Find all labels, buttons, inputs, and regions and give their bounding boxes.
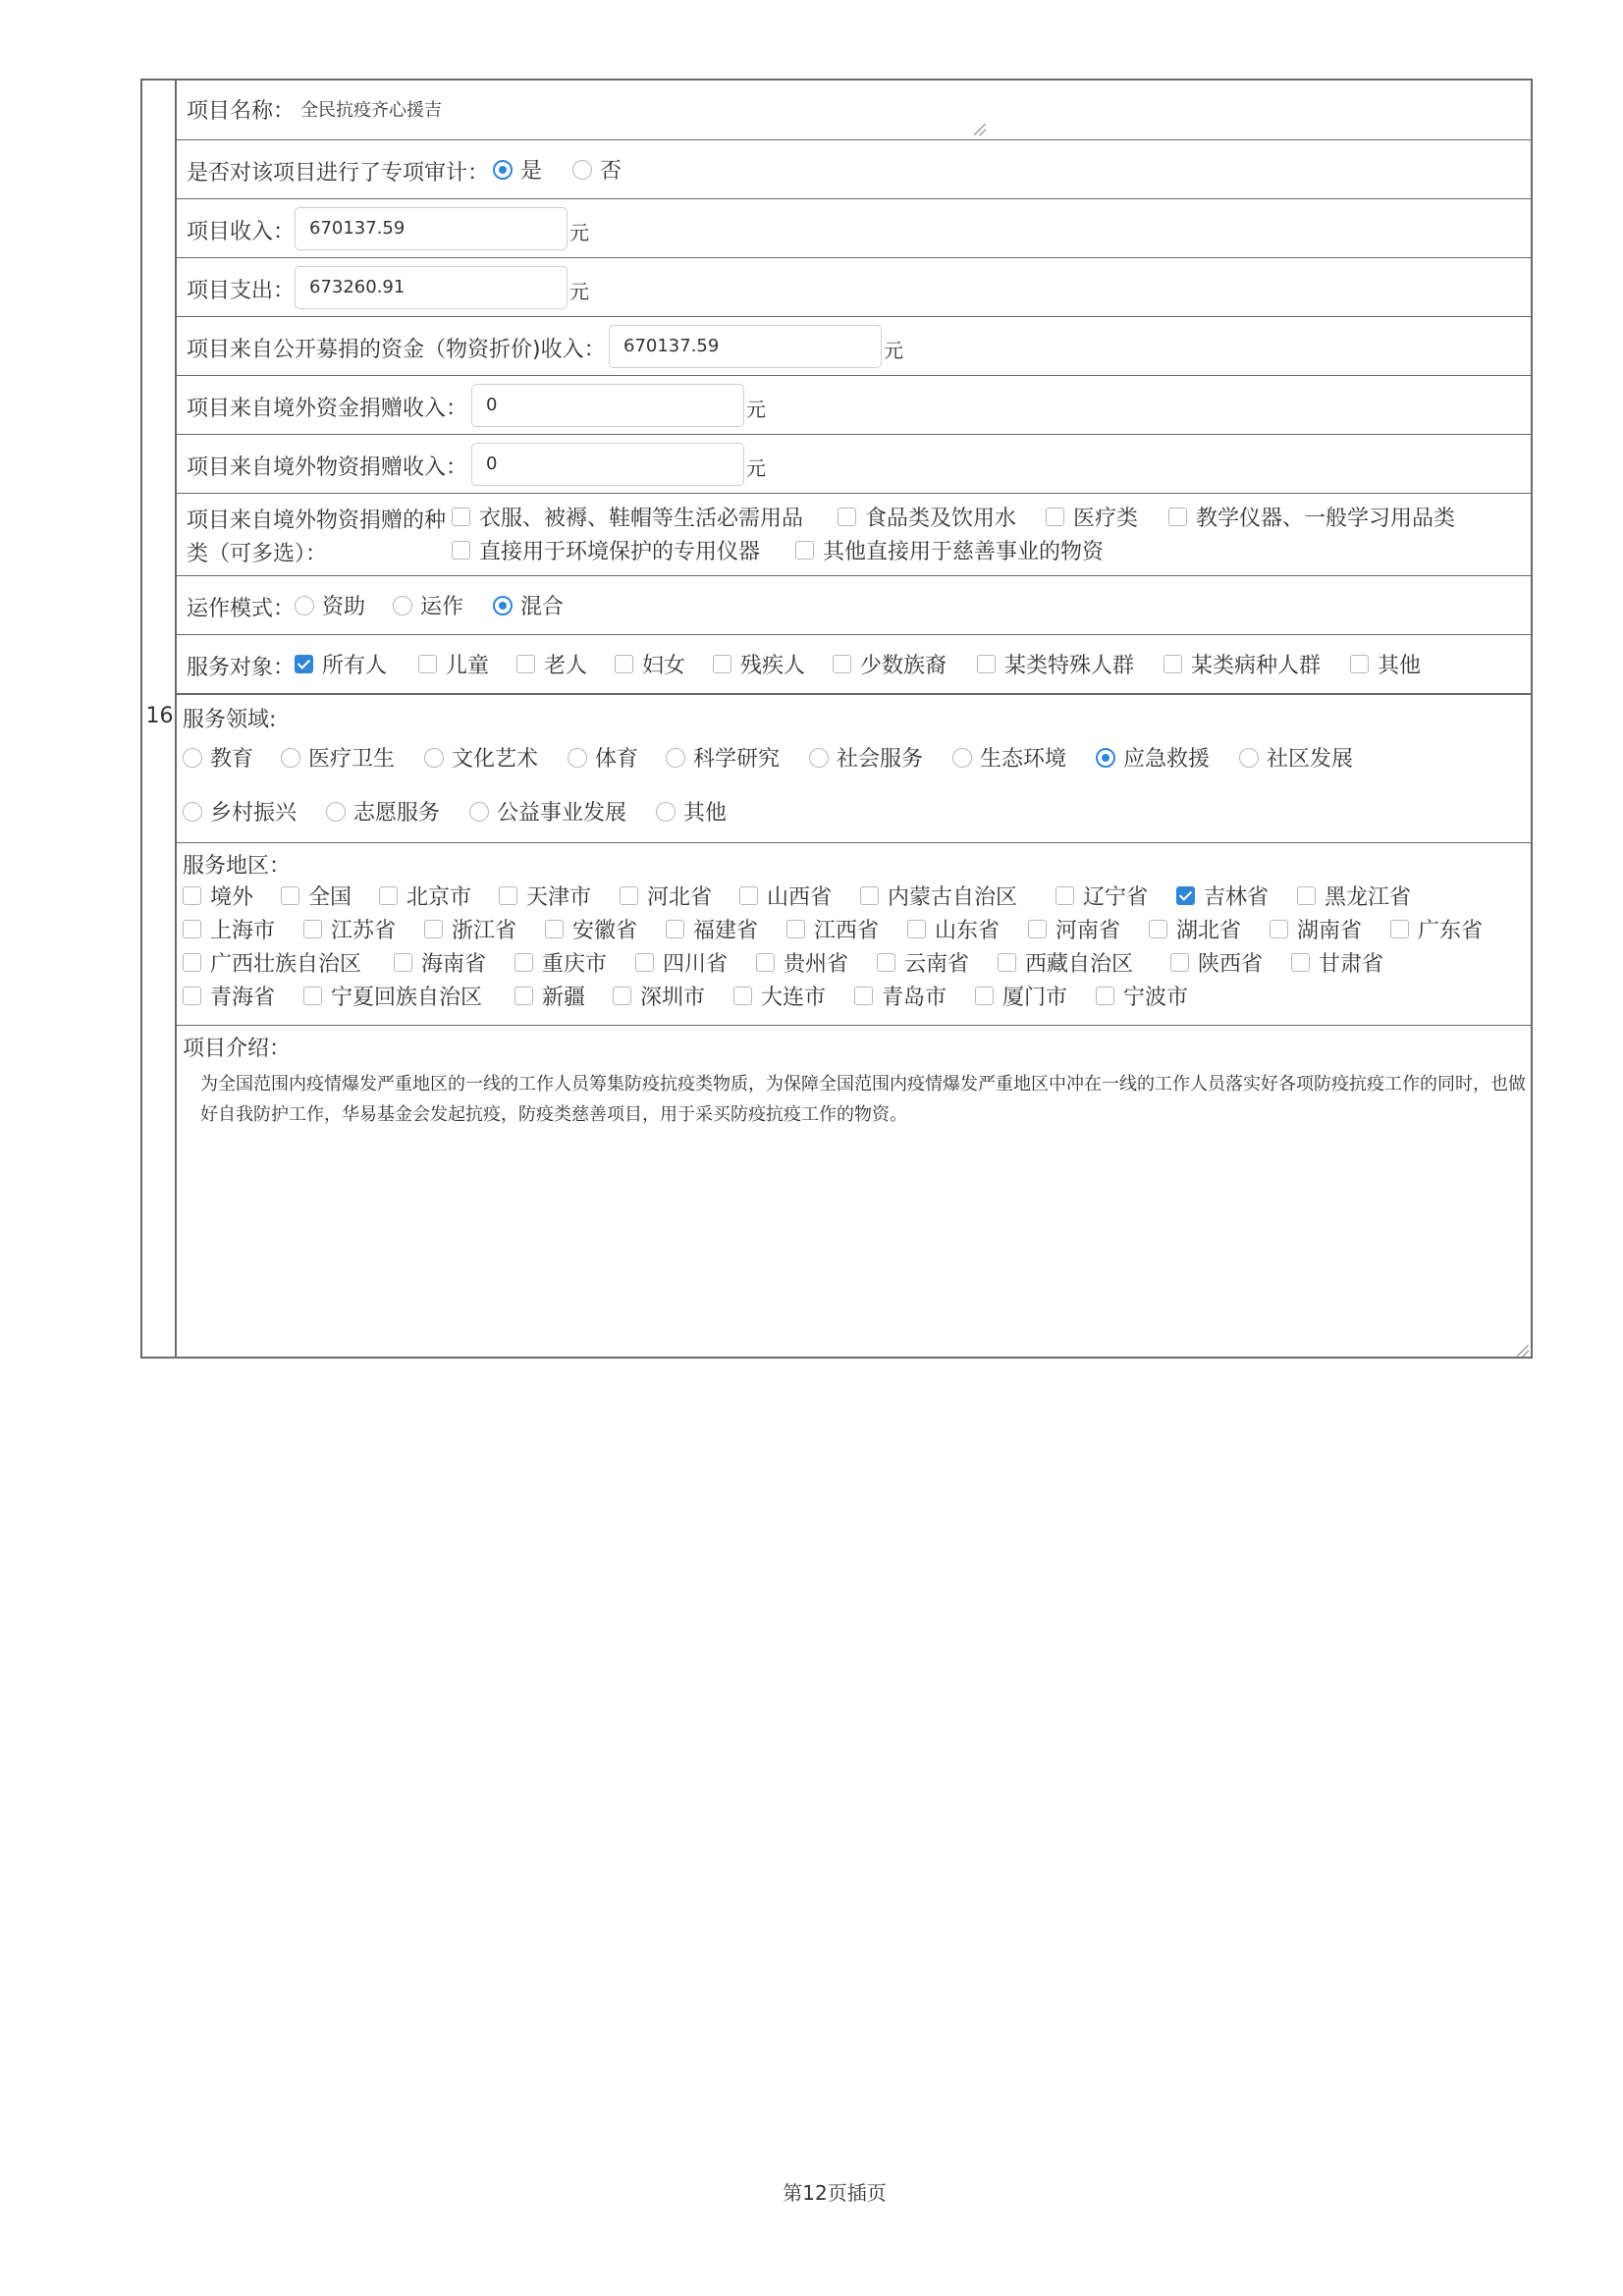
checkbox-icon[interactable] (281, 886, 299, 905)
checkbox-icon[interactable] (545, 920, 564, 938)
project-name-row (177, 80, 1531, 139)
option-label: 文化艺术 (452, 747, 539, 772)
service-target-option[interactable] (713, 649, 805, 679)
radio-icon[interactable] (469, 802, 489, 822)
checkbox-icon[interactable] (183, 886, 201, 905)
option-label: 所有人 (322, 654, 388, 678)
checkbox-icon[interactable] (635, 953, 654, 972)
service-target-option[interactable] (1350, 649, 1421, 679)
option-label: 云南省 (904, 952, 970, 977)
radio-icon[interactable] (572, 160, 592, 180)
region-option[interactable] (545, 914, 637, 944)
checkbox-icon[interactable] (452, 541, 470, 560)
checkbox-icon[interactable] (1168, 507, 1187, 526)
option-label: 儿童 (446, 654, 490, 678)
operation-mode-row (177, 575, 1531, 634)
option-label: 全国 (308, 885, 352, 910)
checkbox-icon[interactable] (516, 655, 535, 673)
checkbox-icon[interactable] (795, 541, 814, 560)
checkbox-icon[interactable] (514, 987, 533, 1005)
page-footer: 第12页插页 (783, 2181, 887, 2205)
checkbox-icon[interactable] (733, 987, 752, 1005)
service-field-option[interactable] (1096, 742, 1210, 773)
option-label: 运作 (420, 595, 464, 619)
checkbox-icon[interactable] (303, 987, 322, 1005)
region-option[interactable] (786, 914, 879, 944)
region-option[interactable] (860, 881, 1017, 911)
region-option[interactable] (907, 914, 1000, 944)
region-option[interactable] (854, 981, 947, 1011)
option-label: 河北省 (647, 885, 713, 910)
checkbox-icon[interactable] (295, 655, 313, 673)
option-label: 宁波市 (1123, 986, 1189, 1010)
option-label: 厦门市 (1002, 986, 1068, 1010)
region-option[interactable] (756, 947, 848, 978)
region-option[interactable] (183, 981, 275, 1011)
income-label: 项目收入： (187, 220, 296, 244)
option-label: 贵州省 (784, 952, 849, 977)
checkbox-icon[interactable] (1046, 507, 1064, 526)
option-label: 社会服务 (837, 747, 924, 772)
radio-icon[interactable] (666, 748, 685, 768)
checkbox-icon[interactable] (379, 886, 398, 905)
option-label: 生态环境 (980, 747, 1067, 772)
radio-icon[interactable] (281, 748, 300, 768)
option-label: 辽宁省 (1083, 885, 1149, 910)
option-label: 宁夏回族自治区 (331, 986, 483, 1010)
region-option[interactable] (1270, 914, 1362, 944)
option-label: 老人 (544, 654, 588, 678)
foreign-cash-row (177, 375, 1531, 434)
option-label: 广西壮族自治区 (210, 952, 362, 977)
option-label: 天津市 (526, 885, 592, 910)
option-label: 河南省 (1055, 919, 1121, 943)
option-label: 某类特殊人群 (1004, 654, 1135, 678)
resize-handle-icon[interactable] (974, 124, 986, 135)
project-name-input[interactable]: 全民抗疫齐心援吉 (300, 100, 442, 121)
option-label: 是 (520, 159, 543, 184)
operation-mode-option[interactable] (295, 590, 365, 620)
region-option[interactable] (183, 881, 253, 911)
service-field-option[interactable] (281, 742, 395, 773)
checkbox-icon[interactable] (756, 953, 775, 972)
region-option[interactable] (975, 981, 1067, 1011)
region-option[interactable] (666, 914, 758, 944)
option-label: 妇女 (642, 654, 686, 678)
goods-type-option[interactable] (452, 502, 803, 532)
intro-label: 项目介绍： (183, 1037, 292, 1061)
service-field-option[interactable] (183, 796, 297, 827)
goods-type-option[interactable] (1046, 502, 1138, 532)
row-number-column (142, 80, 177, 1357)
checkbox-icon[interactable] (620, 886, 638, 905)
region-option[interactable] (1170, 947, 1263, 978)
radio-icon[interactable] (493, 160, 513, 180)
option-label: 吉林省 (1204, 885, 1270, 910)
option-label: 教育 (210, 747, 254, 772)
option-label: 山西省 (767, 885, 833, 910)
option-label: 广东省 (1418, 919, 1484, 943)
region-option[interactable] (613, 981, 705, 1011)
option-label: 教学仪器、一般学习用品类 (1196, 507, 1456, 531)
radio-icon[interactable] (295, 596, 314, 615)
service-fields-row (177, 693, 1531, 842)
option-label: 甘肃省 (1319, 952, 1384, 977)
foreign-goods-label: 项目来自境外物资捐赠收入： (187, 455, 468, 480)
option-label: 食品类及饮用水 (865, 507, 1017, 531)
region-option[interactable] (303, 914, 396, 944)
option-label: 重庆市 (542, 952, 608, 977)
checkbox-icon[interactable] (418, 655, 437, 673)
region-option[interactable] (1297, 881, 1411, 911)
option-label: 境外 (210, 885, 254, 910)
goods-types-label-line2: 类（可多选）： (187, 542, 328, 566)
service-target-option[interactable] (516, 649, 587, 679)
audit-option-no[interactable] (572, 154, 622, 185)
checkbox-icon[interactable] (1055, 886, 1074, 905)
audit-option-yes[interactable] (493, 154, 542, 185)
expense-row (177, 257, 1531, 316)
option-label: 新疆 (542, 986, 586, 1010)
checkbox-icon[interactable] (838, 507, 856, 526)
region-option[interactable] (739, 881, 832, 911)
region-option[interactable] (1028, 914, 1120, 944)
radio-icon[interactable] (493, 596, 513, 615)
region-option[interactable] (620, 881, 712, 911)
foreign-goods-unit: 元 (746, 456, 766, 480)
public-fundraising-label: 项目来自公开募捐的资金（物资折价)收入： (187, 338, 606, 362)
checkbox-icon[interactable] (975, 987, 994, 1005)
option-label: 江西省 (814, 919, 880, 943)
radio-icon[interactable] (656, 802, 676, 822)
option-label: 北京市 (406, 885, 472, 910)
service-regions-row (177, 842, 1531, 1025)
option-label: 上海市 (210, 919, 276, 943)
foreign-goods-row (177, 434, 1531, 493)
row-number: 16 (145, 704, 174, 728)
goods-type-option[interactable] (838, 502, 1016, 532)
option-label: 某类病种人群 (1191, 654, 1322, 678)
checkbox-icon[interactable] (1176, 886, 1195, 905)
option-label: 公益事业发展 (497, 801, 627, 826)
service-target-option[interactable] (418, 649, 489, 679)
option-label: 衣服、被褥、鞋帽等生活必需用品 (479, 507, 804, 531)
foreign-goods-input[interactable]: 0 (471, 443, 744, 486)
checkbox-icon[interactable] (452, 507, 470, 526)
option-label: 湖北省 (1176, 919, 1242, 943)
audit-label: 是否对该项目进行了专项审计： (187, 161, 490, 186)
checkbox-icon[interactable] (1390, 920, 1409, 938)
region-option[interactable] (1096, 981, 1188, 1011)
service-targets-row (177, 634, 1531, 693)
checkbox-icon[interactable] (183, 953, 201, 972)
region-option[interactable] (394, 947, 486, 978)
checkbox-icon[interactable] (860, 886, 879, 905)
checkbox-icon[interactable] (1163, 655, 1182, 673)
checkbox-icon[interactable] (877, 953, 895, 972)
goods-type-option[interactable] (1168, 502, 1455, 532)
region-option[interactable] (303, 981, 482, 1011)
checkbox-icon[interactable] (1170, 953, 1189, 972)
option-label: 混合 (520, 595, 565, 619)
income-row (177, 198, 1531, 257)
checkbox-icon[interactable] (833, 655, 851, 673)
checkbox-icon[interactable] (907, 920, 926, 938)
option-label: 残疾人 (740, 654, 806, 678)
service-regions-label: 服务地区： (183, 854, 292, 879)
region-option[interactable] (1176, 881, 1269, 911)
radio-icon[interactable] (183, 802, 202, 822)
option-label: 医疗卫生 (308, 747, 396, 772)
radio-icon[interactable] (424, 748, 444, 768)
option-label: 科学研究 (693, 747, 781, 772)
region-option[interactable] (1390, 914, 1483, 944)
goods-type-option[interactable] (452, 535, 760, 565)
region-option[interactable] (877, 947, 969, 978)
checkbox-icon[interactable] (1149, 920, 1167, 938)
expense-input[interactable]: 673260.91 (295, 266, 568, 309)
intro-textarea[interactable]: 为全国范围内疫情爆发严重地区的一线的工作人员筹集防疫抗疫类物质，为保障全国范围内疫情爆发严重地区中冲在一线的工作人员落实好各项防疫抗疫工作的同时，也做好自我防护工作，华易基金会发起抗疫，防疫类慈善项目，用于采买防疫抗疫工作的物资。 (200, 1074, 1526, 1125)
option-label: 其他 (1378, 654, 1422, 678)
service-field-option[interactable] (183, 742, 253, 773)
option-label: 江苏省 (331, 919, 397, 943)
intro-row (177, 1025, 1531, 1359)
option-label: 志愿服务 (353, 801, 441, 826)
service-field-option[interactable] (1239, 742, 1353, 773)
checkbox-icon[interactable] (394, 953, 412, 972)
service-field-option[interactable] (326, 796, 440, 827)
region-option[interactable] (281, 881, 352, 911)
option-label: 黑龙江省 (1325, 885, 1412, 910)
option-label: 乡村振兴 (210, 801, 298, 826)
project-name-label: 项目名称： (187, 99, 296, 124)
foreign-cash-input[interactable]: 0 (471, 384, 744, 427)
option-label: 否 (600, 159, 622, 184)
option-label: 西藏自治区 (1025, 952, 1134, 977)
expense-label: 项目支出： (187, 279, 296, 303)
region-option[interactable] (514, 981, 585, 1011)
region-option[interactable] (514, 947, 607, 978)
checkbox-icon[interactable] (183, 987, 201, 1005)
option-label: 应急救援 (1123, 747, 1211, 772)
region-option[interactable] (183, 947, 361, 978)
service-fields-label: 服务领域: (183, 708, 277, 732)
radio-icon[interactable] (183, 748, 202, 768)
goods-type-option[interactable] (795, 535, 1104, 565)
radio-icon[interactable] (393, 596, 412, 615)
operation-mode-label: 运作模式： (187, 597, 296, 621)
checkbox-icon[interactable] (854, 987, 873, 1005)
checkbox-icon[interactable] (998, 953, 1016, 972)
option-label: 资助 (322, 595, 366, 619)
checkbox-icon[interactable] (1028, 920, 1047, 938)
option-label: 体育 (595, 747, 639, 772)
checkbox-icon[interactable] (739, 886, 758, 905)
service-target-option[interactable] (833, 649, 947, 679)
option-label: 社区发展 (1267, 747, 1354, 772)
option-label: 青岛市 (882, 986, 947, 1010)
option-label: 深圳市 (640, 986, 706, 1010)
region-option[interactable] (183, 914, 275, 944)
region-option[interactable] (635, 947, 728, 978)
service-field-option[interactable] (656, 796, 727, 827)
option-label: 内蒙古自治区 (888, 885, 1018, 910)
public-fundraising-input[interactable]: 670137.59 (609, 325, 882, 368)
service-field-option[interactable] (469, 796, 626, 827)
option-label: 少数族裔 (860, 654, 947, 678)
operation-mode-option[interactable] (393, 590, 463, 620)
service-field-option[interactable] (424, 742, 538, 773)
checkbox-icon[interactable] (666, 920, 684, 938)
income-unit: 元 (569, 221, 589, 244)
public-fundraising-row (177, 316, 1531, 375)
foreign-cash-unit: 元 (746, 398, 766, 421)
income-input[interactable]: 670137.59 (295, 207, 568, 250)
region-option[interactable] (1149, 914, 1241, 944)
checkbox-icon[interactable] (499, 886, 517, 905)
option-label: 湖南省 (1297, 919, 1363, 943)
region-option[interactable] (424, 914, 516, 944)
checkbox-icon[interactable] (1350, 655, 1369, 673)
option-label: 其他 (683, 801, 728, 826)
foreign-cash-label: 项目来自境外资金捐赠收入： (187, 397, 468, 421)
checkbox-icon[interactable] (424, 920, 443, 938)
region-option[interactable] (379, 881, 471, 911)
goods-types-label-line1: 项目来自境外物资捐赠的种 (187, 508, 447, 533)
option-label: 四川省 (663, 952, 729, 977)
service-target-option[interactable] (1163, 649, 1321, 679)
service-field-option[interactable] (568, 742, 638, 773)
checkbox-icon[interactable] (786, 920, 805, 938)
radio-icon[interactable] (326, 802, 346, 822)
region-option[interactable] (733, 981, 826, 1011)
radio-icon[interactable] (809, 748, 829, 768)
option-label: 海南省 (421, 952, 487, 977)
checkbox-icon[interactable] (1297, 886, 1316, 905)
option-label: 其他直接用于慈善事业的物资 (823, 540, 1105, 564)
goods-types-row (177, 493, 1531, 575)
region-option[interactable] (998, 947, 1133, 978)
service-field-option[interactable] (666, 742, 780, 773)
option-label: 大连市 (761, 986, 827, 1010)
option-label: 直接用于环境保护的专用仪器 (479, 540, 761, 564)
radio-icon[interactable] (568, 748, 587, 768)
checkbox-icon[interactable] (713, 655, 731, 673)
option-label: 陕西省 (1198, 952, 1264, 977)
service-target-option[interactable] (977, 649, 1134, 679)
service-targets-label: 服务对象： (187, 656, 296, 680)
option-label: 青海省 (210, 986, 276, 1010)
radio-icon[interactable] (1096, 748, 1115, 768)
checkbox-icon[interactable] (977, 655, 996, 673)
project-table (140, 79, 1533, 1359)
checkbox-icon[interactable] (1270, 920, 1288, 938)
region-option[interactable] (1055, 881, 1148, 911)
service-field-option[interactable] (952, 742, 1066, 773)
checkbox-icon[interactable] (514, 953, 533, 972)
region-option[interactable] (1291, 947, 1383, 978)
checkbox-icon[interactable] (615, 655, 633, 673)
region-option[interactable] (499, 881, 591, 911)
service-field-option[interactable] (809, 742, 923, 773)
resize-handle-icon[interactable] (1517, 1345, 1529, 1357)
checkbox-icon[interactable] (1096, 987, 1114, 1005)
option-label: 安徽省 (572, 919, 638, 943)
checkbox-icon[interactable] (303, 920, 322, 938)
service-target-option[interactable] (615, 649, 685, 679)
option-label: 医疗类 (1073, 507, 1139, 531)
service-target-option[interactable] (295, 649, 387, 679)
checkbox-icon[interactable] (1291, 953, 1310, 972)
option-label: 福建省 (693, 919, 759, 943)
radio-icon[interactable] (1239, 748, 1259, 768)
audit-row (177, 139, 1531, 198)
checkbox-icon[interactable] (613, 987, 631, 1005)
checkbox-icon[interactable] (183, 920, 201, 938)
option-label: 浙江省 (452, 919, 517, 943)
public-fundraising-unit: 元 (884, 339, 903, 362)
expense-unit: 元 (569, 280, 589, 303)
radio-icon[interactable] (952, 748, 972, 768)
operation-mode-option[interactable] (493, 590, 564, 620)
option-label: 山东省 (935, 919, 1001, 943)
